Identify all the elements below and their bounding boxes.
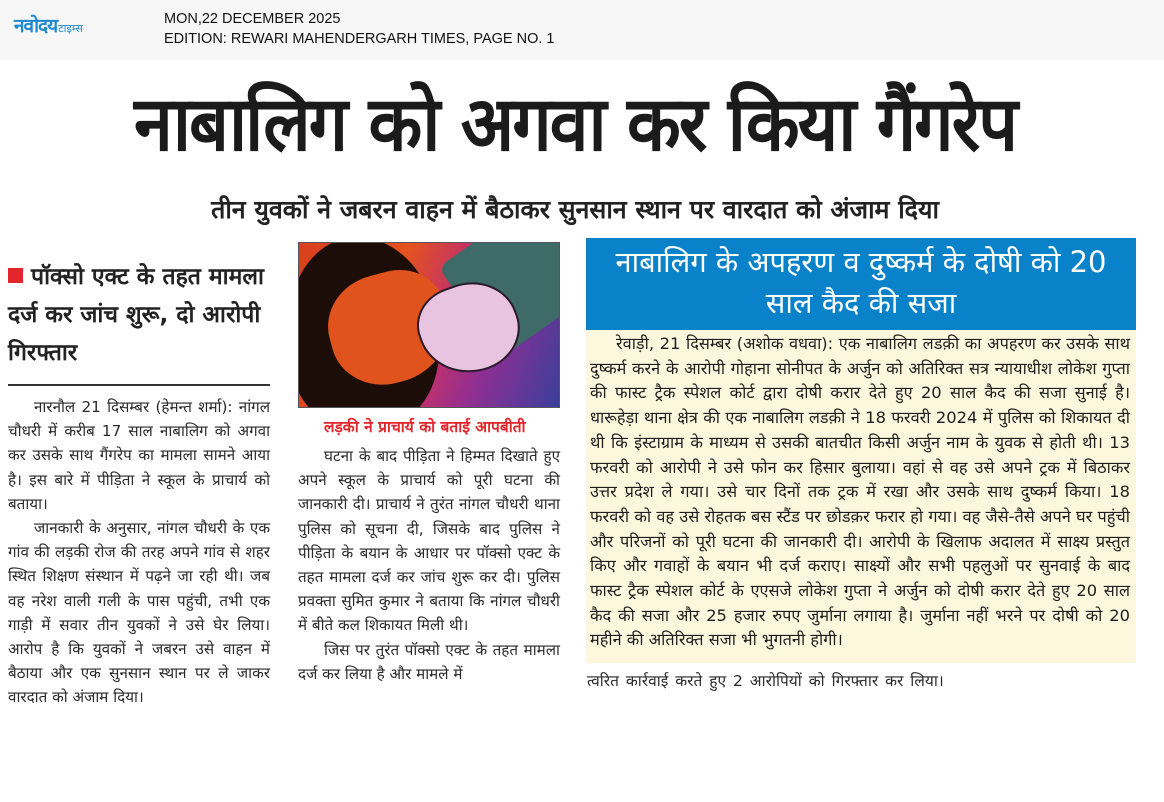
side-heading [8, 258, 270, 372]
logo-main-text: नवोदय [14, 15, 58, 37]
paragraph: जानकारी के अनुसार, नांगल चौधरी के एक गांव की लड़की रोज की तरह अपने गांव से शहर स्थित शिक्षण संस्थान में पढ़ने जा रही थी। जब वह नरेश वाली गली के पास पहुंची, तभी एक गाड़ी में सवार तीन युवकों ने उसे घेर लिया। आरोप है कि युवकों ने जबरन उसे वाहन में बैठाया और एक सुनसान स्थान पर ले जाकर वारदात को अंजाम दिया। [8, 519, 270, 707]
right-column [586, 238, 1136, 693]
edition-info [164, 9, 554, 49]
middle-column [298, 242, 560, 686]
story-illustration [298, 242, 560, 408]
image-caption: लड़की ने प्राचार्य को बताई आपबीती [324, 418, 526, 436]
paragraph: नारनौल 21 दिसम्बर (हेमन्त शर्मा): नांगल चौधरी में करीब 17 साल नाबालिग को अगवा कर उसके साथ गैंगरेप का मामला सामने आया है। इस बारे में पीड़िता ने स्कूल के प्राचार्य को बताया। [8, 398, 270, 513]
side-heading-text: पॉक्सो एक्ट के तहत मामला दर्ज कर जांच शुरू, दो आरोपी गिरफ्तार [8, 264, 264, 366]
masthead-bar [0, 0, 1164, 60]
paragraph: रेवाड़ी, 21 दिसम्बर (अशोक वधवा): एक नाबालिग लडक़ी का अपहरण कर उसके साथ दुष्कर्म करने के आरोपी गोहाना सोनीपत के अर्जुन को अतिरिक्त सत्र न्यायाधीश लोकेश गुप्ता की फास्ट ट्रैक स्पेशल कोर्ट द्वारा दोषी करार देते हुए 20 साल कैद की सजा सुनाई है। धारूहेड़ा थाना क्षेत्र की एक नाबालिग लडक़ी ने 18 फरवरी 2024 में पुलिस को शिकायत दी थी कि इंस्टाग्राम के माध्यम से उसकी बातचीत किसी अर्जुन नाम के युवक से होती थी। 13 फरवरी को आरोपी ने उसे फोन कर हिसार बुलाया। वहां से वह उसे अपने ट्रक में बिठाकर उत्तर प्रदेश ले गया। उसे चार दिनों तक ट्रक में रखा और उसके साथ दुष्कर्म किया। 18 फरवरी को वह उसे रोहतक बस स्टैंड पर छोडक़र फरार हो गया। वह जैसे-तैसे अपने घर पहुंची और परिजनों को पूरी घटना की जानकारी दी। आरोपी के खिलाफ अदालत में साक्ष्य प्रस्तुत किए और गवाहों के बयान भी दर्ज कराए। साक्ष्यों और सभी पहलुओं पर सुनवाई के बाद फास्ट ट्रैक स्पेशल कोर्ट के एएसजे लोकेश गुप्ता ने अर्जुन को दोषी करार देते हुए 20 साल कैद की सजा और 25 हजार रुपए जुर्माना लगाया है। जुर्माना नहीं भरने पर दोषी को 20 महीने की अतिरिक्त सजा भी भुगतनी होगी। [590, 334, 1130, 650]
newspaper-logo [14, 12, 83, 38]
paragraph: घटना के बाद पीड़िता ने हिम्मत दिखाते हुए अपने स्कूल के प्राचार्य को पूरी घटना की जानकारी दी। प्राचार्य ने तुरंत नांगल चौधरी थाना पुलिस को सूचना दी, जिसके बाद पुलिस ने पीड़िता के बयान के आधार पर पॉक्सो एक्ट के तहत मामला दर्ज कर जांच शुरू कर दी। पुलिस प्रवक्ता सुमित कुमार ने बताया कि नांगल चौधरी में बीते कल शिकायत मिली थी। [298, 447, 560, 635]
boxed-story-body [586, 330, 1136, 663]
left-column [8, 258, 270, 710]
red-square-bullet-icon [8, 268, 23, 283]
divider [8, 384, 270, 386]
sub-headline: तीन युवकों ने जबरन वाहन में बैठाकर सुनसान स्थान पर वारदात को अंजाम दिया [211, 195, 939, 224]
logo-sub-text: टाइम्स [58, 22, 83, 35]
edition-line: EDITION: REWARI MAHENDERGARH TIMES, PAGE NO. 1 [164, 31, 555, 47]
middle-body [298, 444, 560, 686]
main-headline: नाबालिग को अगवा कर किया गैंगरेप [134, 79, 1016, 169]
newspaper-page [0, 60, 1150, 802]
date-line: MON,22 DECEMBER 2025 [164, 11, 341, 27]
left-body [8, 395, 270, 710]
continuation-text: त्वरित कार्रवाई करते हुए 2 आरोपियों को गिरफ्तार कर लिया। [587, 672, 944, 691]
paragraph: जिस पर तुरंत पॉक्सो एक्ट के तहत मामला दर्ज कर लिया है और मामले में [298, 640, 560, 683]
boxed-story-headline: नाबालिग के अपहरण व दुष्कर्म के दोषी को 20 साल कैद की सजा [586, 238, 1136, 330]
